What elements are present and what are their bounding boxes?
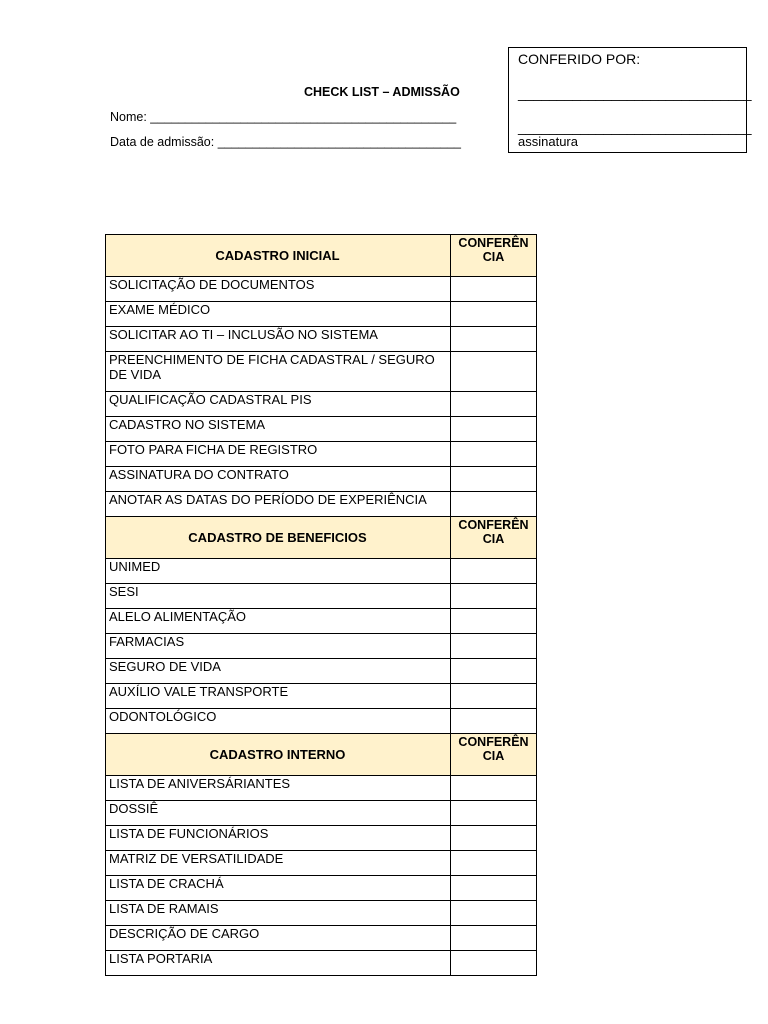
checklist-row — [106, 801, 537, 826]
conferido-line-2: ______________________________ — [518, 119, 752, 135]
checklist-item-label: AUXÍLIO VALE TRANSPORTE — [106, 684, 451, 709]
section-title: CADASTRO INICIAL — [106, 235, 451, 277]
checklist-item-label: FOTO PARA FICHA DE REGISTRO — [106, 442, 451, 467]
checklist-item-label: ODONTOLÓGICO — [106, 709, 451, 734]
checklist-row — [106, 584, 537, 609]
conferencia-checkbox-cell[interactable] — [451, 277, 537, 302]
checklist-row — [106, 392, 537, 417]
assinatura-label: assinatura — [518, 134, 578, 149]
nome-field: Nome: ____________________________________________ — [110, 110, 457, 124]
checklist-item-label: LISTA PORTARIA — [106, 951, 451, 976]
conferido-label: CONFERIDO POR: — [518, 51, 641, 67]
checklist-item-label: SOLICITAÇÃO DE DOCUMENTOS — [106, 277, 451, 302]
checklist-item-label: DESCRIÇÃO DE CARGO — [106, 926, 451, 951]
conferencia-checkbox-cell[interactable] — [451, 901, 537, 926]
conferencia-checkbox-cell[interactable] — [451, 926, 537, 951]
checklist-item-label: ANOTAR AS DATAS DO PERÍODO DE EXPERIÊNCIA — [106, 492, 451, 517]
checklist-row — [106, 851, 537, 876]
conferencia-checkbox-cell[interactable] — [451, 392, 537, 417]
section-title: CADASTRO DE BENEFICIOS — [106, 517, 451, 559]
checklist-item-label: LISTA DE RAMAIS — [106, 901, 451, 926]
conferencia-checkbox-cell[interactable] — [451, 776, 537, 801]
checklist-row — [106, 277, 537, 302]
conferencia-header: CONFERÊN CIA — [451, 734, 537, 776]
checklist-row — [106, 876, 537, 901]
checklist-row — [106, 559, 537, 584]
page-title: CHECK LIST – ADMISSÃO — [304, 85, 460, 99]
checklist-item-label: MATRIZ DE VERSATILIDADE — [106, 851, 451, 876]
section-header — [106, 235, 537, 277]
checklist-row — [106, 776, 537, 801]
conferencia-checkbox-cell[interactable] — [451, 634, 537, 659]
checklist-item-label: FARMACIAS — [106, 634, 451, 659]
checklist-row — [106, 826, 537, 851]
conferencia-checkbox-cell[interactable] — [451, 609, 537, 634]
data-admissao-field: Data de admissão: ___________________________________ — [110, 135, 462, 149]
checklist-row — [106, 492, 537, 517]
checklist-table — [105, 234, 537, 976]
checklist-item-label: SOLICITAR AO TI – INCLUSÃO NO SISTEMA — [106, 327, 451, 352]
conferencia-checkbox-cell[interactable] — [451, 876, 537, 901]
checklist-row — [106, 352, 537, 392]
section-title: CADASTRO INTERNO — [106, 734, 451, 776]
checklist-item-label: QUALIFICAÇÃO CADASTRAL PIS — [106, 392, 451, 417]
conferencia-checkbox-cell[interactable] — [451, 352, 537, 392]
conferencia-checkbox-cell[interactable] — [451, 492, 537, 517]
conferencia-checkbox-cell[interactable] — [451, 684, 537, 709]
conferencia-checkbox-cell[interactable] — [451, 826, 537, 851]
conferido-box — [508, 47, 752, 153]
checklist-item-label: LISTA DE CRACHÁ — [106, 876, 451, 901]
conferencia-checkbox-cell[interactable] — [451, 302, 537, 327]
conferencia-checkbox-cell[interactable] — [451, 709, 537, 734]
checklist-item-label: SESI — [106, 584, 451, 609]
conferencia-checkbox-cell[interactable] — [451, 584, 537, 609]
checklist-row — [106, 684, 537, 709]
conferencia-checkbox-cell[interactable] — [451, 801, 537, 826]
checklist-row — [106, 609, 537, 634]
conferido-line-1: ______________________________ — [518, 85, 752, 101]
checklist-row — [106, 926, 537, 951]
conferencia-checkbox-cell[interactable] — [451, 467, 537, 492]
checklist-row — [106, 327, 537, 352]
checklist-item-label: ASSINATURA DO CONTRATO — [106, 467, 451, 492]
checklist-row — [106, 634, 537, 659]
checklist-row — [106, 417, 537, 442]
section-header — [106, 517, 537, 559]
checklist-row — [106, 901, 537, 926]
checklist-item-label: DOSSIÊ — [106, 801, 451, 826]
conferencia-checkbox-cell[interactable] — [451, 327, 537, 352]
conferencia-checkbox-cell[interactable] — [451, 851, 537, 876]
checklist-item-label: CADASTRO NO SISTEMA — [106, 417, 451, 442]
conferencia-checkbox-cell[interactable] — [451, 659, 537, 684]
checklist-item-label: EXAME MÉDICO — [106, 302, 451, 327]
checklist-item-label: UNIMED — [106, 559, 451, 584]
conferencia-checkbox-cell[interactable] — [451, 559, 537, 584]
conferencia-checkbox-cell[interactable] — [451, 951, 537, 976]
conferencia-checkbox-cell[interactable] — [451, 417, 537, 442]
checklist-row — [106, 302, 537, 327]
checklist-row — [106, 709, 537, 734]
checklist-row — [106, 659, 537, 684]
conferencia-checkbox-cell[interactable] — [451, 442, 537, 467]
checklist-item-label: SEGURO DE VIDA — [106, 659, 451, 684]
conferencia-header: CONFERÊN CIA — [451, 517, 537, 559]
checklist-item-label: LISTA DE ANIVERSÁRIANTES — [106, 776, 451, 801]
checklist-item-label: ALELO ALIMENTAÇÃO — [106, 609, 451, 634]
checklist-item-label: PREENCHIMENTO DE FICHA CADASTRAL / SEGURO DE VIDA — [106, 352, 451, 392]
conferencia-header: CONFERÊN CIA — [451, 235, 537, 277]
checklist-item-label: LISTA DE FUNCIONÁRIOS — [106, 826, 451, 851]
section-header — [106, 734, 537, 776]
checklist-row — [106, 442, 537, 467]
checklist-row — [106, 467, 537, 492]
checklist-row — [106, 951, 537, 976]
